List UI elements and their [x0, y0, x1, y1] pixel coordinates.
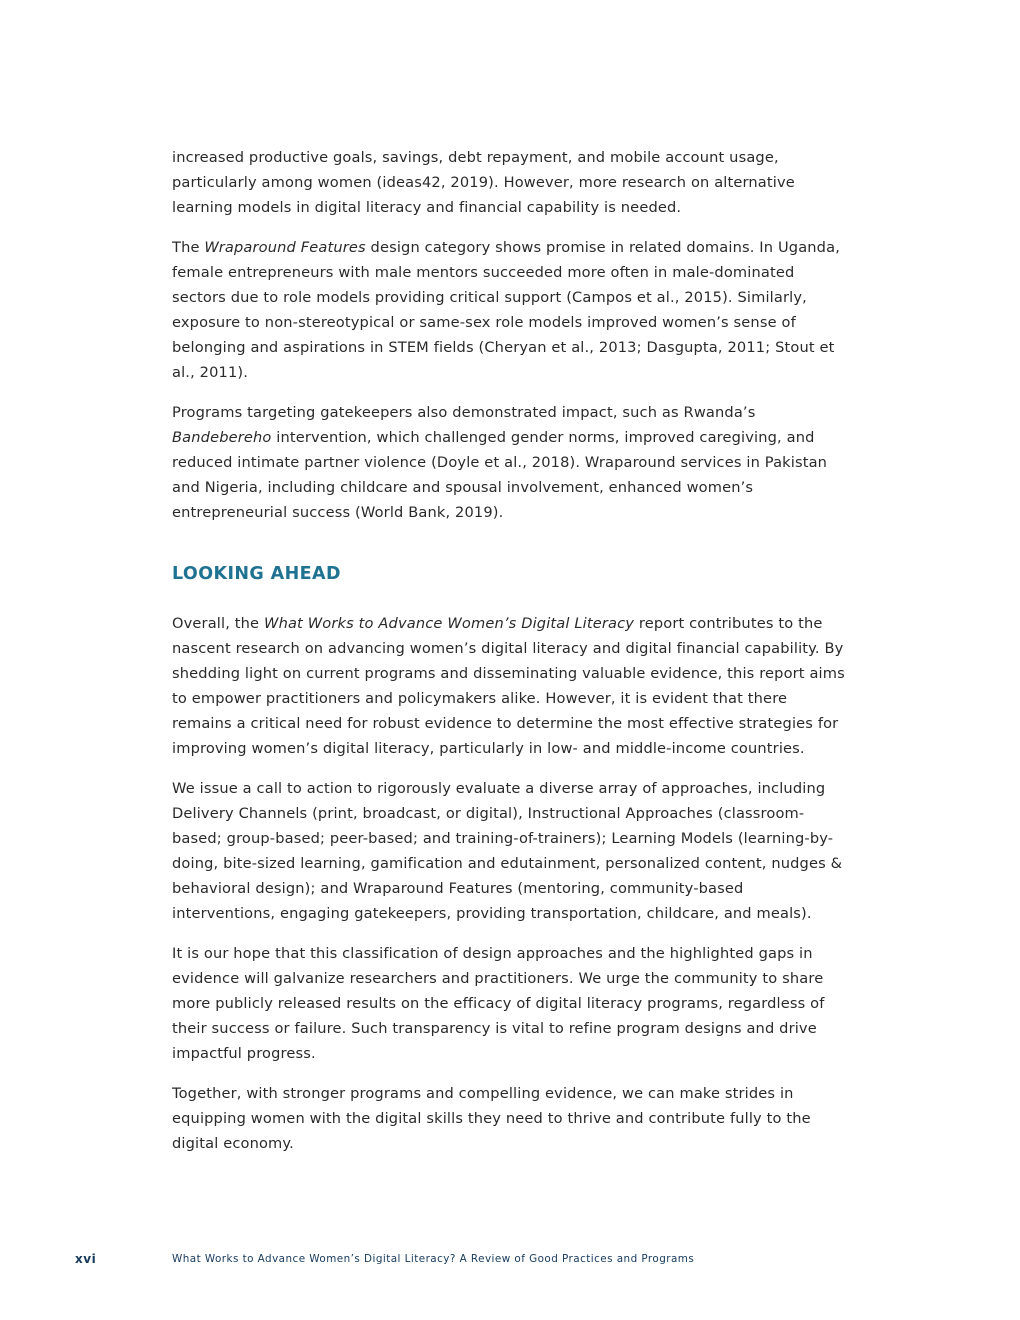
paragraph-text: The — [172, 239, 205, 256]
paragraph-text: intervention, which challenged gender norms, improved caregiving, and reduced intimate partner violence (Doyle et al., 2018). Wraparound services in Pakistan and Nigeria, including childcare and spousal involvement, enhanced women’s entrepreneurial success (World Bank, 2019). — [172, 429, 828, 521]
body-paragraph: increased productive goals, savings, debt repayment, and mobile account usage, particularly among women (ideas42, 2019). However, more research on alternative learning models in digital literacy and financial capability is needed. — [172, 149, 795, 216]
italic-term: Wraparound Features — [204, 239, 366, 256]
paragraph-text: Programs targeting gatekeepers also demonstrated impact, such as Rwanda’s — [172, 404, 756, 421]
page-footer — [0, 1252, 1020, 1270]
body-paragraph — [172, 611, 848, 761]
body-paragraph: We issue a call to action to rigorously evaluate a diverse array of approaches, including Delivery Channels (print, broadcast, or digital), Instructional Approaches (classroom-based; group-based; peer-based; and training-of-trainers); Learning Models (learning-by-doing, bite-sized learning, gamification and edutainment, personalized content, nudges & behavioral design); and Wraparound Features (mentoring, community-based interventions, engaging gatekeepers, providing transportation, childcare, and meals). — [172, 780, 843, 922]
paragraph-text: Overall, the — [172, 615, 264, 632]
report-title-italic: What Works to Advance Women’s Digital Literacy — [263, 615, 635, 632]
page-number: xvi — [75, 1252, 97, 1266]
body-paragraph — [172, 235, 848, 385]
paragraph-text: design category shows promise in related domains. In Uganda, female entrepreneurs with male mentors succeeded more often in male-dominated sectors due to role models providing critical support (Campos et al., 2015). Similarly, exposure to non-stereotypical or same-sex role models improved women’s sense of belonging and aspirations in STEM fields (Cheryan et al., 2013; Dasgupta, 2011; Stout et al., 2011). — [172, 239, 840, 381]
body-paragraph: It is our hope that this classification of design approaches and the highlighted gaps in evidence will galvanize researchers and practitioners. We urge the community to share more publicly released results on the efficacy of digital literacy programs, regardless of their success or failure. Such transparency is vital to refine program designs and drive impactful progress. — [172, 945, 825, 1062]
running-title: What Works to Advance Women’s Digital Literacy? A Review of Good Practices and Programs — [172, 1253, 695, 1265]
section-heading: LOOKING AHEAD — [172, 564, 341, 584]
paragraph-text: report contributes to the nascent research on advancing women’s digital literacy and digital financial capability. By shedding light on current programs and disseminating valuable evidence, this report aims to empower practitioners and policymakers alike. However, it is evident that there remains a critical need for robust evidence to determine the most effective strategies for improving women’s digital literacy, particularly in low- and middle-income countries. — [172, 615, 845, 757]
body-paragraph — [172, 400, 848, 525]
page-body — [172, 145, 848, 1171]
body-paragraph: Together, with stronger programs and compelling evidence, we can make strides in equipping women with the digital skills they need to thrive and contribute fully to the digital economy. — [172, 1085, 811, 1152]
italic-term: Bandebereho — [172, 429, 272, 446]
